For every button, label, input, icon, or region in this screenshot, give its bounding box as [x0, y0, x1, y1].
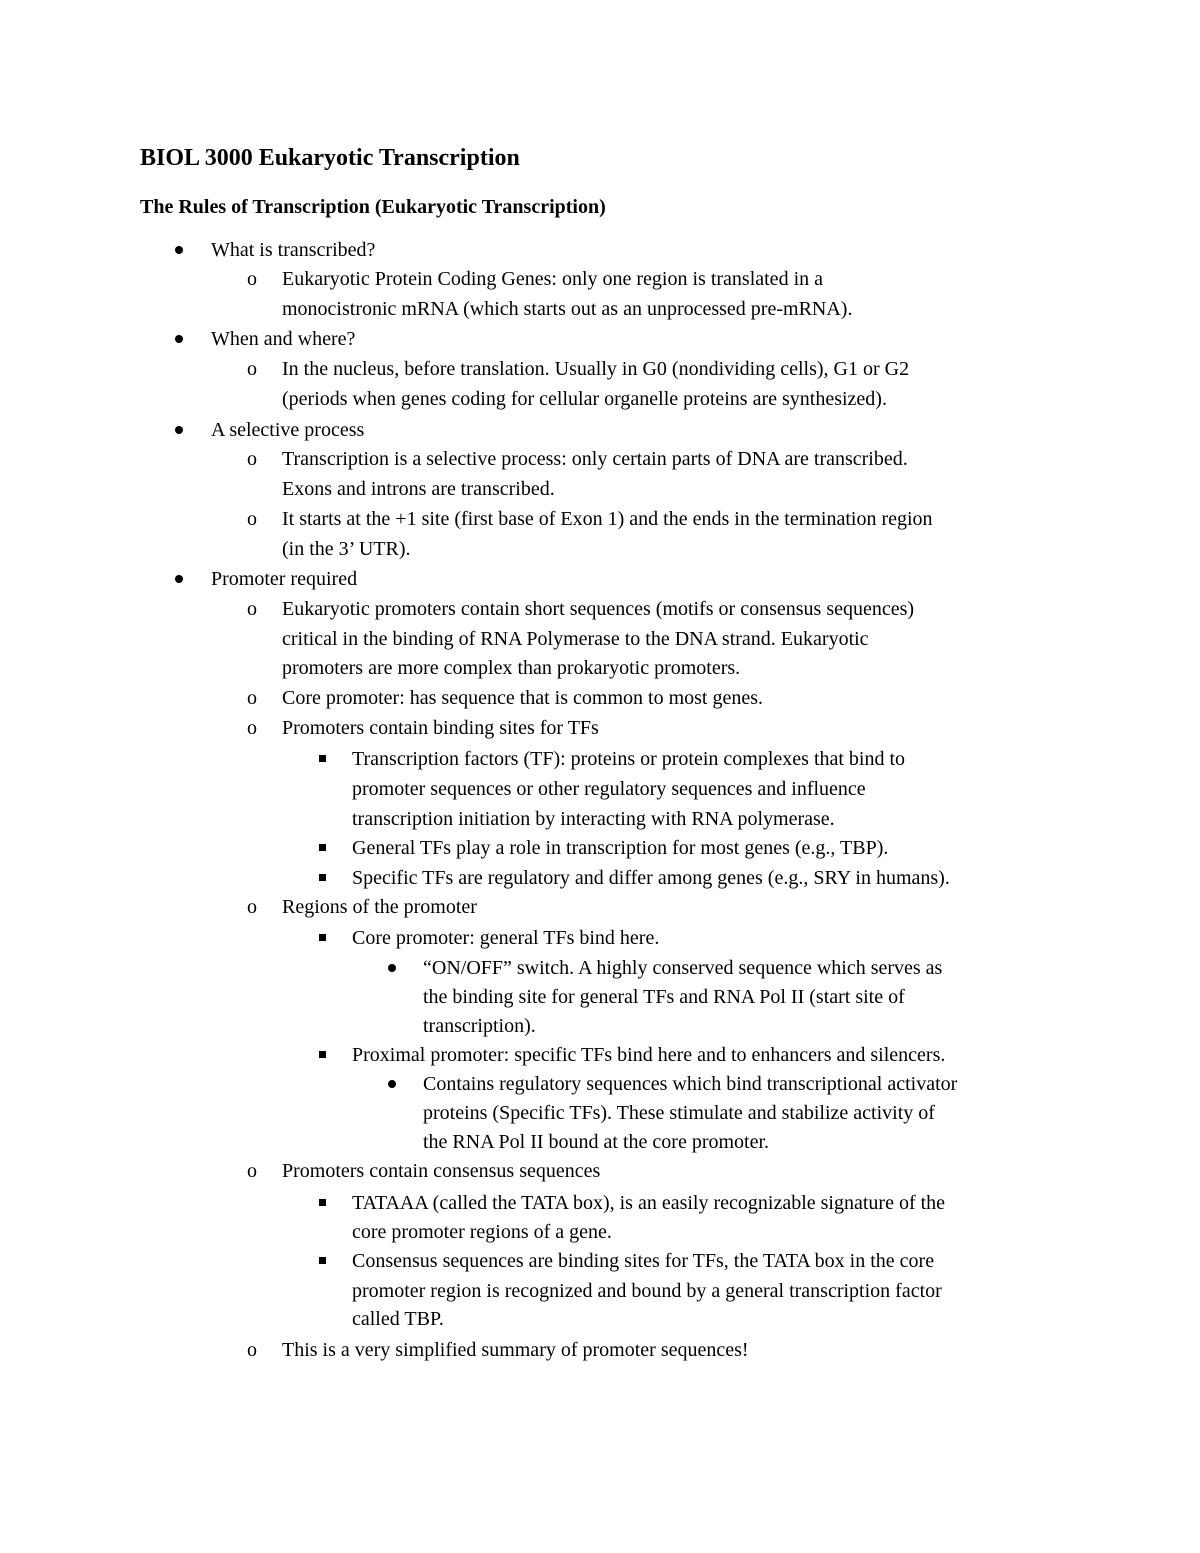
list-item-continuation: Exons and introns are transcribed. [282, 478, 555, 500]
list-item-continuation: called TBP. [352, 1308, 444, 1330]
list-item-continuation: proteins (Specific TFs). These stimulate and stabilize activity of [423, 1102, 935, 1124]
list-item-continuation: core promoter regions of a gene. [352, 1221, 612, 1243]
list-item-level2: Regions of the promoter [282, 896, 477, 918]
list-item-continuation: (periods when genes coding for cellular organelle proteins are synthesized). [282, 388, 887, 410]
list-item-level1: When and where? [211, 328, 356, 350]
list-item-continuation: (in the 3’ UTR). [282, 538, 411, 560]
list-item-continuation: transcription initiation by interacting with RNA polymerase. [352, 808, 835, 830]
list-item-level4: Contains regulatory sequences which bind transcriptional activator [423, 1073, 958, 1095]
bullet-circle-icon: o [247, 268, 257, 290]
list-item-level1: What is transcribed? [211, 239, 376, 261]
list-item-level2: Eukaryotic promoters contain short sequences (motifs or consensus sequences) [282, 598, 915, 620]
list-item-level3: Core promoter: general TFs bind here. [352, 927, 660, 949]
bullet-circle-icon: o [247, 1339, 257, 1361]
bullet-dot-icon [388, 964, 396, 972]
list-item-level2: This is a very simplified summary of promoter sequences! [282, 1339, 749, 1361]
list-item-level2: Eukaryotic Protein Coding Genes: only one region is translated in a [282, 268, 823, 290]
bullet-circle-icon: o [247, 1160, 257, 1182]
bullet-dot-icon [175, 335, 183, 343]
bullet-square-icon [319, 1257, 326, 1264]
bullet-square-icon [319, 874, 326, 881]
bullet-dot-icon [175, 426, 183, 434]
list-item-level3: General TFs play a role in transcription for most genes (e.g., TBP). [352, 837, 889, 859]
bullet-square-icon [319, 1199, 326, 1206]
list-item-level2: Core promoter: has sequence that is common to most genes. [282, 687, 764, 709]
bullet-square-icon [319, 1051, 326, 1058]
list-item-continuation: the RNA Pol II bound at the core promoter. [423, 1131, 770, 1153]
list-item-continuation: monocistronic mRNA (which starts out as an unprocessed pre-mRNA). [282, 298, 853, 320]
bullet-dot-icon [175, 575, 183, 583]
list-item-level2: Promoters contain consensus sequences [282, 1160, 601, 1182]
bullet-circle-icon: o [247, 687, 257, 709]
list-item-level3: Specific TFs are regulatory and differ among genes (e.g., SRY in humans). [352, 867, 950, 889]
list-item-level1: Promoter required [211, 568, 358, 590]
list-item-continuation: the binding site for general TFs and RNA Pol II (start site of [423, 986, 905, 1008]
bullet-circle-icon: o [247, 598, 257, 620]
bullet-square-icon [319, 844, 326, 851]
list-item-level2: Transcription is a selective process: only certain parts of DNA are transcribed. [282, 448, 908, 470]
list-item-continuation: promoters are more complex than prokaryotic promoters. [282, 657, 741, 679]
bullet-circle-icon: o [247, 508, 257, 530]
bullet-dot-icon [388, 1080, 396, 1088]
list-item-level3: Proximal promoter: specific TFs bind here and to enhancers and silencers. [352, 1044, 946, 1066]
list-item-continuation: critical in the binding of RNA Polymerase to the DNA strand. Eukaryotic [282, 628, 869, 650]
bullet-circle-icon: o [247, 717, 257, 739]
bullet-square-icon [319, 755, 326, 762]
bullet-dot-icon [175, 246, 183, 254]
document-title: BIOL 3000 Eukaryotic Transcription [140, 145, 520, 171]
section-heading: The Rules of Transcription (Eukaryotic Transcription) [140, 196, 606, 218]
list-item-level2: In the nucleus, before translation. Usually in G0 (nondividing cells), G1 or G2 [282, 358, 910, 380]
list-item-continuation: transcription). [423, 1015, 536, 1037]
list-item-level3: Transcription factors (TF): proteins or protein complexes that bind to [352, 748, 906, 770]
list-item-level4: “ON/OFF” switch. A highly conserved sequence which serves as [423, 957, 943, 979]
list-item-level3: Consensus sequences are binding sites for TFs, the TATA box in the core [352, 1250, 935, 1272]
list-item-level2: It starts at the +1 site (first base of Exon 1) and the ends in the termination region [282, 508, 933, 530]
bullet-circle-icon: o [247, 896, 257, 918]
list-item-continuation: promoter region is recognized and bound by a general transcription factor [352, 1280, 942, 1302]
bullet-circle-icon: o [247, 358, 257, 380]
bullet-square-icon [319, 934, 326, 941]
bullet-circle-icon: o [247, 448, 257, 470]
list-item-level1: A selective process [211, 419, 365, 441]
list-item-level2: Promoters contain binding sites for TFs [282, 717, 599, 739]
list-item-continuation: promoter sequences or other regulatory sequences and influence [352, 778, 866, 800]
list-item-level3: TATAAA (called the TATA box), is an easily recognizable signature of the [352, 1192, 946, 1214]
